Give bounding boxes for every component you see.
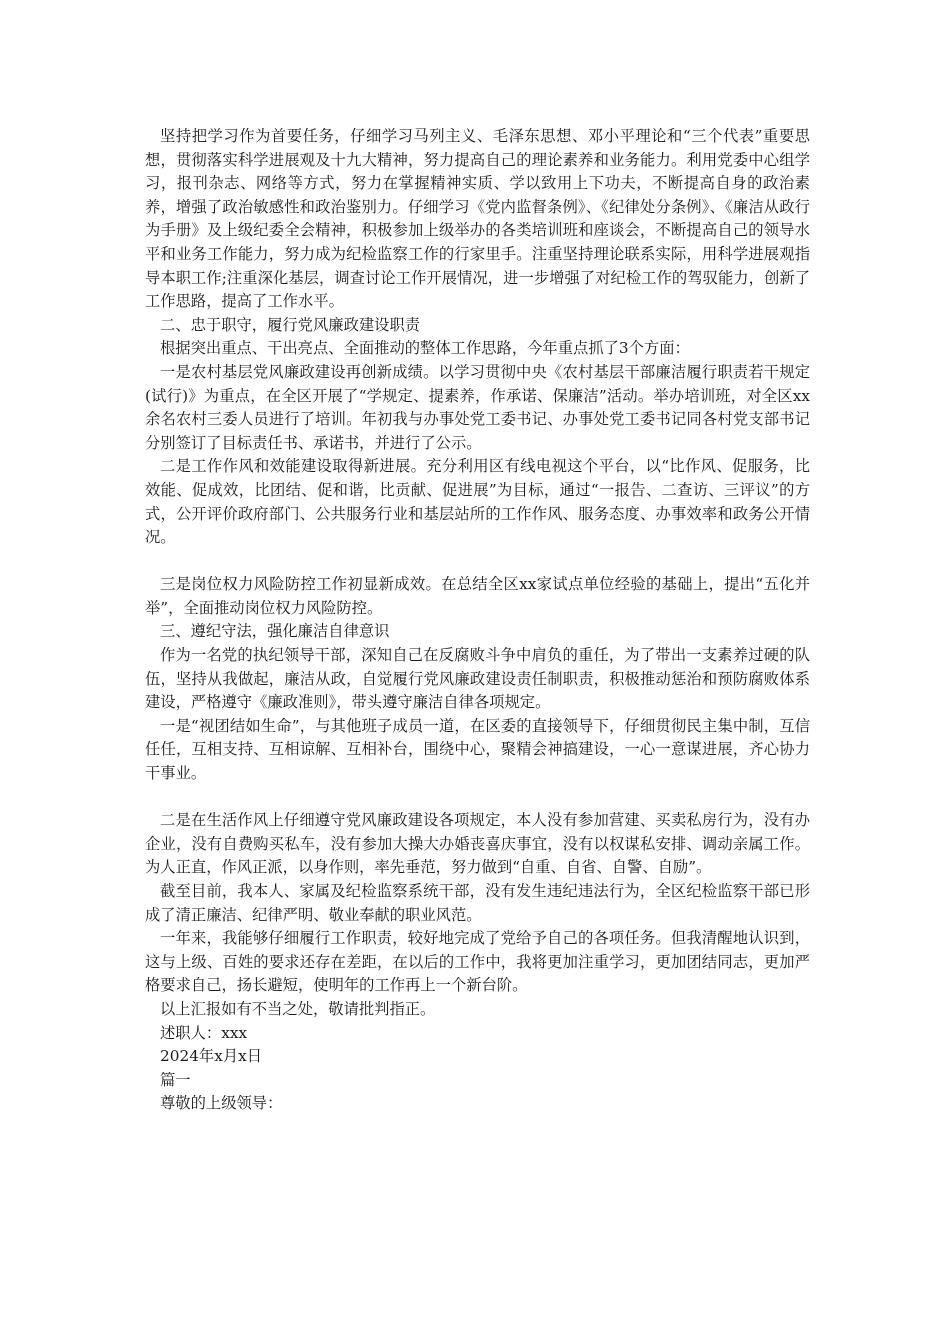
section-heading-2: 二、忠于职守，履行党风廉政建设职责 xyxy=(160,315,421,334)
date-line: 2024年x月x日 xyxy=(160,1047,263,1066)
document-body xyxy=(145,125,810,1116)
blank-line xyxy=(145,786,810,810)
chapter-label: 篇一 xyxy=(160,1070,191,1089)
blank-line xyxy=(145,550,810,574)
paragraph-unity: 一是“视团结如生命”，与其他班子成员一道，在区委的直接领导下，仔细贯彻民主集中制，互信任任，互相支持、互相谅解、互相补台，围绕中心，聚精会神搞建设，一心一意谋进展，齐心协力干事业。 xyxy=(145,716,810,783)
paragraph-closing: 以上汇报如有不当之处，敬请批判指正。 xyxy=(160,999,436,1018)
section-heading-3: 三、遵纪守法，强化廉洁自律意识 xyxy=(160,622,390,641)
signature-line: 述职人：xxx xyxy=(160,1023,248,1042)
salutation: 尊敬的上级领导： xyxy=(160,1094,283,1113)
paragraph-efficiency: 二是工作作风和效能建设取得新进展。充分利用区有线电视这个平台，以“比作风、促服务，比效能、促成效，比团结、促和谐，比贡献、促进展”为目标，通过“一报告、二查访、三评议”的方式，公开评价政府部门、公共服务行业和基层站所的工作作风、服务态度、办事效率和政务公开情况。 xyxy=(145,457,810,547)
paragraph-overview: 根据突出重点、干出亮点、全面推动的整体工作思路，今年重点抓了3个方面： xyxy=(160,339,690,358)
paragraph-lifestyle: 二是在生活作风上仔细遵守党风廉政建设各项规定，本人没有参加营建、买卖私房行为，没有办企业，没有自费购买私车，没有参加大操大办婚丧喜庆事宜，没有以权谋私安排、调动亲属工作。为人正直，作风正派，以身作则，率先垂范，努力做到“自重、自省、自警、自励”。 xyxy=(145,811,810,877)
paragraph-rural: 一是农村基层党风廉政建设再创新成绩。以学习贯彻中央《农村基层干部廉洁履行职责若干规定(试行)》为重点，在全区开展了“学规定、提素养，作承诺、保廉洁”活动。举办培训班，对全区xx余名农村三委人员进行了培训。年初我与办事处党工委书记、办事处党工委书记同各村党支部书记分别签订了目标责任书、承诺书，并进行了公示。 xyxy=(145,362,810,452)
paragraph-self-discipline: 作为一名党的执纪领导干部，深知自己在反腐败斗争中肩负的重任，为了带出一支素养过硬的队伍，坚持从我做起，廉洁从政，自觉履行党风廉政建设责任制职责，积极推动惩治和预防腐败体系建设，严格遵守《廉政准则》，带头遵守廉洁自律各项规定。 xyxy=(145,646,810,712)
paragraph-risk-control: 三是岗位权力风险防控工作初显新成效。在总结全区xx家试点单位经验的基础上，提出“五化并举”，全面推动岗位权力风险防控。 xyxy=(145,575,810,617)
paragraph-study: 坚持把学习作为首要任务，仔细学习马列主义、毛泽东思想、邓小平理论和“三个代表”重要思想，贯彻落实科学进展观及十九大精神，努力提高自己的理论素养和业务能力。利用党委中心组学习，报刊杂志、网络等方式，努力在掌握精神实质、学以致用上下功夫，不断提高自身的政治素养，增强了政治敏感性和政治鉴别力。仔细学习《党内监督条例》、《纪律处分条例》、《廉洁从政行为手册》及上级纪委全会精神，积极参加上级举办的各类培训班和座谈会，不断提高自己的领导水平和业务工作能力，努力成为纪检监察工作的行家里手。注重坚持理论联系实际，用科学进展观指导本职工作;注重深化基层，调查讨论工作开展情况，进一步增强了对纪检工作的驾驭能力，创新了工作思路，提高了工作水平。 xyxy=(145,127,810,311)
paragraph-summary: 一年来，我能够仔细履行工作职责，较好地完成了党给予自己的各项任务。但我清醒地认识到，这与上级、百姓的要求还存在差距，在以后的工作中，我将更加注重学习，更加团结同志，更加严格要求自己，扬长避短，使明年的工作再上一个新台阶。 xyxy=(145,929,810,995)
paragraph-status: 截至目前，我本人、家属及纪检监察系统干部，没有发生违纪违法行为，全区纪检监察干部已形成了清正廉洁、纪律严明、敬业奉献的职业风范。 xyxy=(145,882,810,924)
